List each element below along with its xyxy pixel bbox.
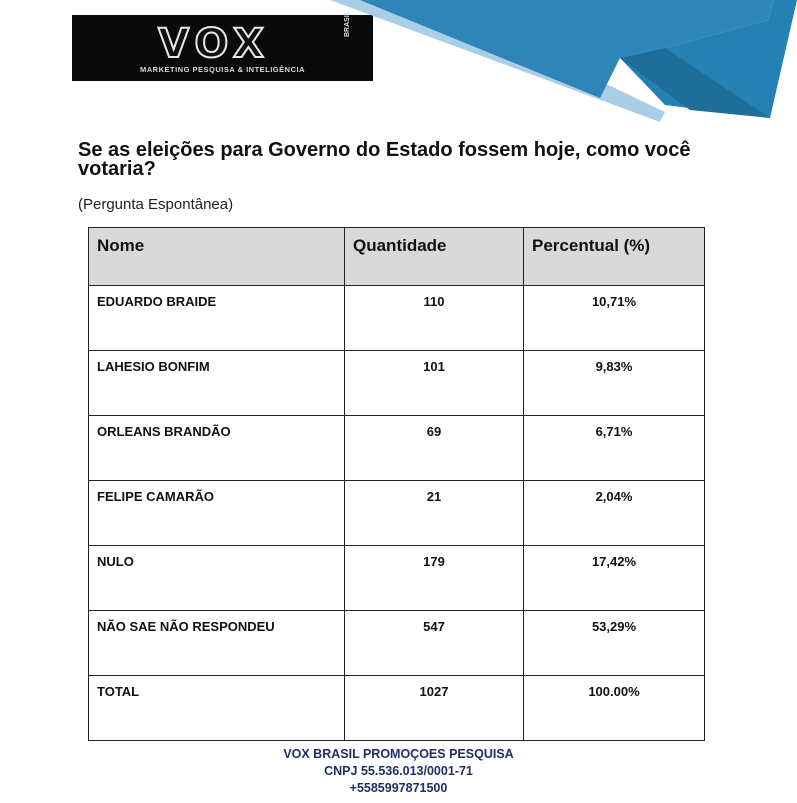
cell-quantity: 110 xyxy=(345,286,524,351)
cell-quantity: 1027 xyxy=(345,676,524,741)
cell-name: NÃO SAE NÃO RESPONDEU xyxy=(89,611,345,676)
corner-decoration xyxy=(330,0,797,130)
cell-name: LAHESIO BONFIM xyxy=(89,351,345,416)
cell-name: FELIPE CAMARÃO xyxy=(89,481,345,546)
header-name: Nome xyxy=(89,228,345,286)
cell-name: ORLEANS BRANDÃO xyxy=(89,416,345,481)
footer-cnpj: CNPJ 55.536.013/0001-71 xyxy=(324,764,473,778)
logo-country: BRASIL xyxy=(344,10,351,37)
cell-percent: 17,42% xyxy=(524,546,705,611)
cell-name: EDUARDO BRAIDE xyxy=(89,286,345,351)
table-row xyxy=(89,416,705,481)
table-row xyxy=(89,286,705,351)
cell-percent: 10,71% xyxy=(524,286,705,351)
logo-tagline: MARKETING PESQUISA & INTELIGÊNCIA xyxy=(140,65,305,74)
total-row xyxy=(89,676,705,741)
cell-quantity: 69 xyxy=(345,416,524,481)
table-row xyxy=(89,351,705,416)
question-type: (Pergunta Espontânea) xyxy=(78,196,234,213)
cell-percent: 9,83% xyxy=(524,351,705,416)
cell-percent: 6,71% xyxy=(524,416,705,481)
cell-quantity: 547 xyxy=(345,611,524,676)
header-quantity: Quantidade xyxy=(345,228,524,286)
table-row xyxy=(89,546,705,611)
cell-name: NULO xyxy=(89,546,345,611)
header-percent: Percentual (%) xyxy=(524,228,705,286)
logo-wordmark: VOX xyxy=(158,21,270,67)
cell-percent: 2,04% xyxy=(524,481,705,546)
cell-quantity: 179 xyxy=(345,546,524,611)
cell-percent: 100.00% xyxy=(524,676,705,741)
cell-quantity: 21 xyxy=(345,481,524,546)
cell-percent: 53,29% xyxy=(524,611,705,676)
vox-logo xyxy=(72,10,373,81)
cell-quantity: 101 xyxy=(345,351,524,416)
table-row xyxy=(89,611,705,676)
cell-name: TOTAL xyxy=(89,676,345,741)
footer-company: VOX BRASIL PROMOÇOES PESQUISA xyxy=(283,747,514,761)
footer-phone: +5585997871500 xyxy=(349,781,448,795)
results-table xyxy=(88,227,705,741)
page-title: Se as eleições para Governo do Estado fossem hoje, como você votaria? xyxy=(78,139,691,180)
table-header-row xyxy=(89,228,705,286)
table-row xyxy=(89,481,705,546)
